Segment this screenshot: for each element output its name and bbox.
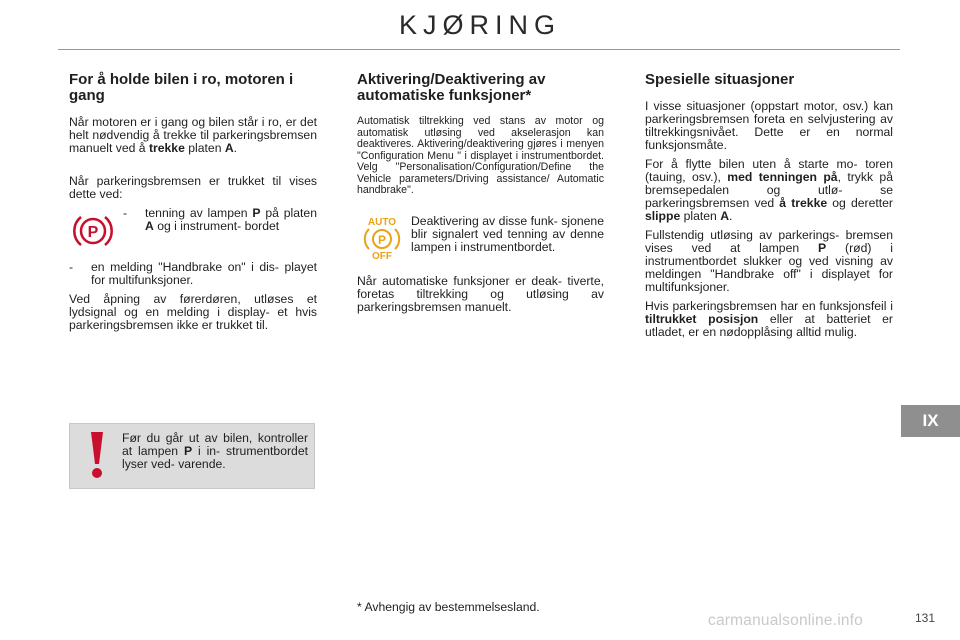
- paragraph-self-adjust: I visse situasjoner (oppstart motor, osv.) kan parkeringsbremsen foreta en selvjustering av tiltrekkingsnivået. Dette er en normal funksjonsmåte.: [645, 99, 893, 152]
- warning-box: [69, 423, 315, 489]
- warning-exclamation-icon: [82, 430, 126, 482]
- parking-icon-letter: P: [87, 224, 99, 241]
- section-heading-special-situations: Spesielle situasjoner: [645, 71, 795, 88]
- auto-off-row: [357, 215, 604, 265]
- paragraph-malfunction: Hvis parkeringsbremsen har en funksjonsfeil i tiltrukket posisjon eller at batteriet er utladet, er en nødopplåsing alltid mulig.: [645, 299, 893, 339]
- paragraph-towing: For å flytte bilen uten å starte mo- toren (tauing, osv.), med tenningen på, trykk på bremsepedalen og utlø- se parkeringsbremsen ved å trekke og deretter slippe platen A.: [645, 157, 893, 223]
- paragraph-door-warning: Ved åpning av førerdøren, utløses et lydsignal og en melding i display- et hvis parkeringsbremsen ikke er trukket til.: [69, 292, 317, 332]
- paragraph-auto-deactivation: Automatisk tiltrekking ved stans av motor og automatisk utløsing ved akselerasjon kan deaktiveres. Aktivering/deaktivering gjøres i menyen "Configuration Menu " i displayet i instrumentbordet. Velg "Personalisation/Configuration/Define the Vehicle parameters/Driving assistance/ Automatic handbrake".: [357, 115, 604, 196]
- section-heading-auto-functions: Aktivering/Deaktivering av automatiske funksjoner*: [357, 71, 546, 104]
- footnote: * Avhengig av bestemmelsesland.: [357, 600, 540, 614]
- section-heading-holding-still: For å holde bilen i ro, motoren i gang: [69, 71, 294, 104]
- parking-lamp-row: [69, 207, 317, 251]
- page-title: KJØRING: [398, 10, 561, 40]
- title-divider: [58, 49, 900, 50]
- column-auto-functions: [357, 72, 604, 320]
- paragraph-brake-applied: Når parkeringsbremsen er trukket til vises dette ved:: [69, 174, 317, 201]
- svg-text:P: P: [377, 232, 387, 247]
- column-special-situations: [645, 72, 893, 345]
- page-number: 131: [915, 611, 936, 625]
- paragraph-engine-running: Når motoren er i gang og bilen står i ro, er det helt nødvendig å trekke til parkeringsbremsen manuelt ved å trekke platen A.: [69, 115, 317, 155]
- svg-text:OFF: OFF: [372, 250, 392, 261]
- paragraph-full-release: Fullstendig utløsing av parkerings- bremsen vises ved at lampen P (rød) i instrumentbordet slukker og ved visning av meldingen "Handbrake off" i displayet for multifunksjoner.: [645, 228, 893, 294]
- auto-off-parking-icon: [357, 215, 411, 265]
- column-holding-still: [69, 72, 317, 338]
- section-tab: IX: [901, 405, 960, 437]
- list-item-message: - en melding "Handbrake on" i dis- playet for multifunksjoner.: [69, 260, 317, 287]
- list-item-lamp: - tenning av lampen P på platen A og i instrument- bordet: [123, 206, 317, 233]
- warning-text: Før du går ut av bilen, kontroller at lampen P i in- strumentbordet lyser ved- varende.: [122, 431, 308, 471]
- svg-text:AUTO: AUTO: [367, 216, 397, 228]
- watermark: carmanualsonline.info: [708, 612, 863, 629]
- parking-brake-icon: [69, 207, 123, 251]
- paragraph-auto-off-lamp: Deaktivering av disse funk- sjonene blir signalert ved tenning av denne lampen i instrumentbordet.: [411, 213, 604, 254]
- paragraph-manual-operation: Når automatiske funksjoner er deak- tiverte, foretas tiltrekking og utløsing av parkeringsbremsen manuelt.: [357, 273, 604, 314]
